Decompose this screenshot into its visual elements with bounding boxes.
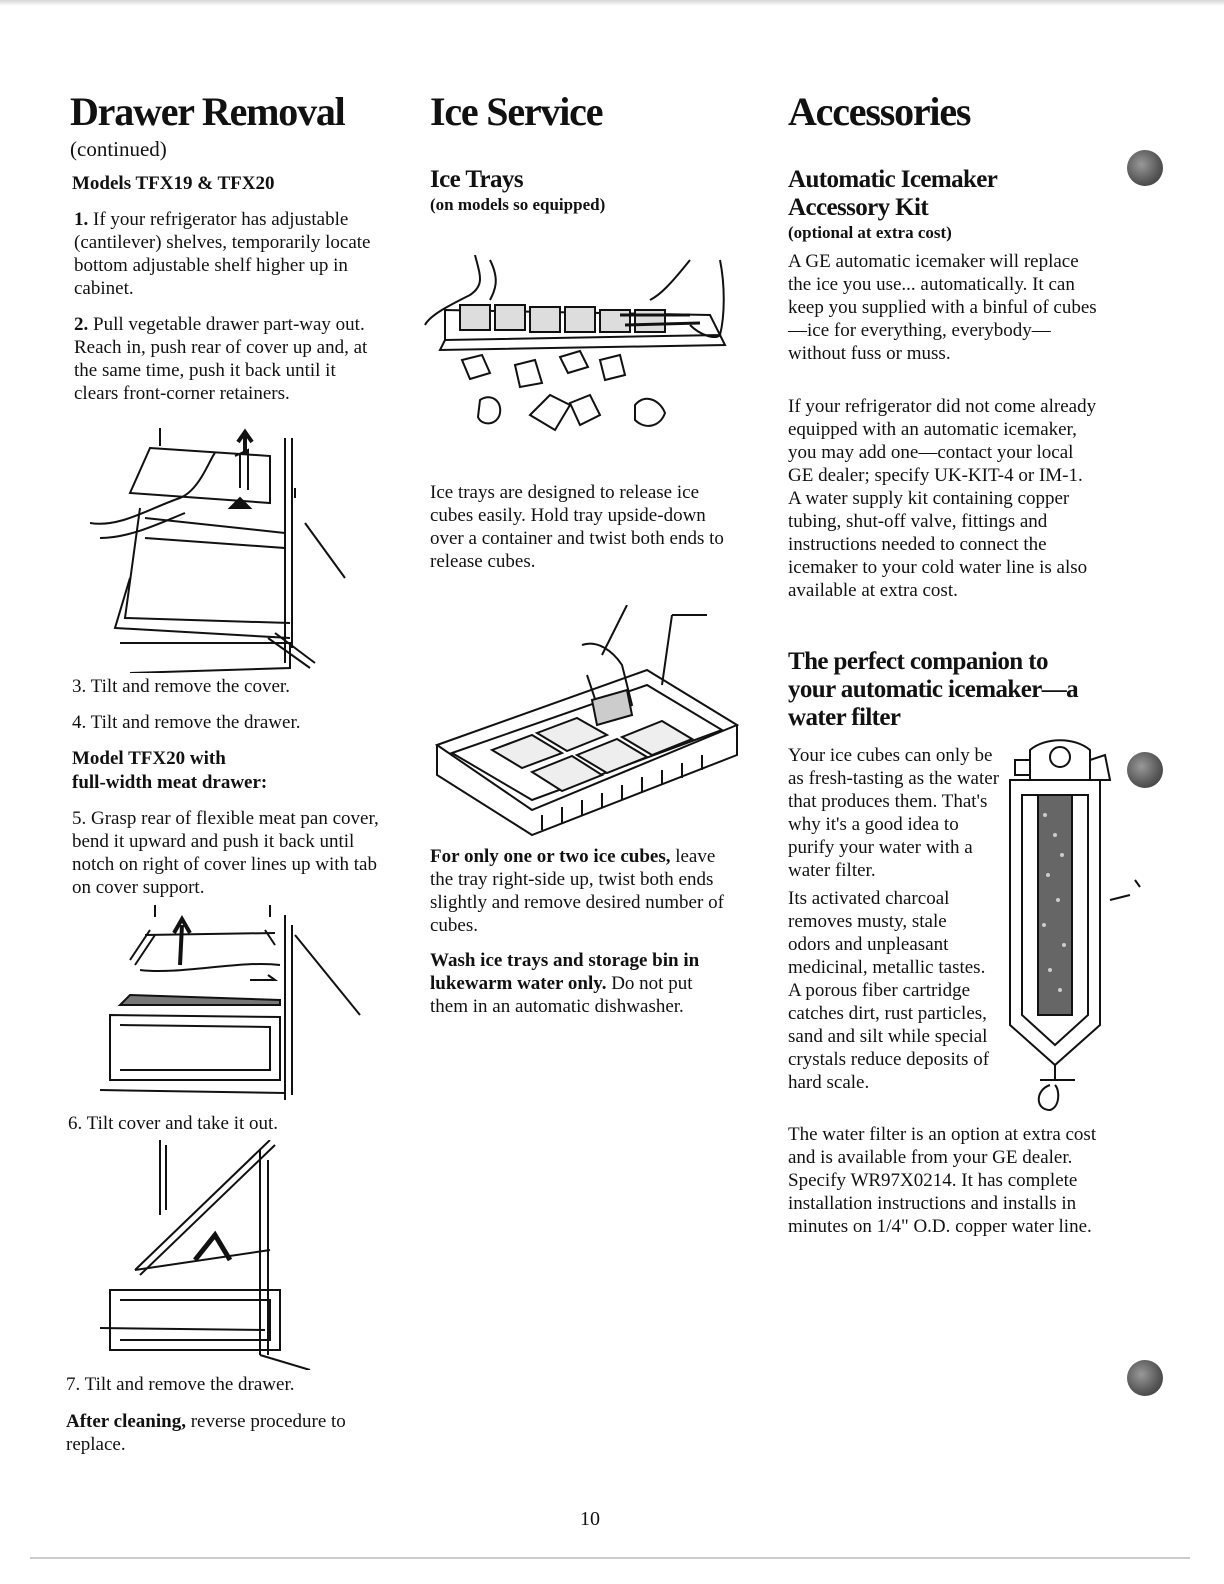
accessories-title: Accessories bbox=[788, 89, 971, 134]
ice-tray-upright-illustration bbox=[422, 605, 747, 840]
step-7: 7. Tilt and remove the drawer. bbox=[66, 1374, 295, 1395]
ice-trays-heading: Ice Trays bbox=[430, 166, 523, 193]
scan-artifact-top bbox=[0, 0, 1224, 6]
ice-trays-para-3: Wash ice trays and storage bin in lukewarm water only. Do not put them in an automatic dishwasher. bbox=[430, 950, 700, 1017]
binder-hole-top bbox=[1127, 150, 1163, 186]
step-2: 2. Pull vegetable drawer part-way out. Reach in, push rear of cover up and, at the same time, push it back until it clears front-corner retainers. bbox=[74, 314, 368, 404]
icemaker-kit-heading: Automatic Icemaker Accessory Kit bbox=[788, 166, 997, 221]
water-filter-para-1: Your ice cubes can only be as fresh-tasting as the water that produces them. That's why it's a good idea to purify your water with a water filter. bbox=[788, 745, 1000, 881]
scan-artifact-bottom bbox=[30, 1557, 1190, 1559]
ice-trays-para-2: For only one or two ice cubes, leave the tray right-side up, twist both ends slightly and remove desired number of cubes. bbox=[430, 846, 724, 936]
meat-pan-cover-illustration bbox=[100, 905, 365, 1105]
after-cleaning-text: After cleaning, reverse procedure to replace. bbox=[66, 1411, 346, 1455]
binder-hole-bottom bbox=[1127, 1360, 1163, 1396]
water-filter-heading: The perfect companion to your automatic icemaker—a water filter bbox=[788, 648, 1079, 731]
step-5: 5. Grasp rear of flexible meat pan cover, bend it upward and push it back until notch on right of cover lines up with tab on cover support. bbox=[72, 808, 379, 898]
drawer-removal-title: Drawer Removal bbox=[70, 89, 345, 134]
models-heading: Models TFX19 & TFX20 bbox=[72, 173, 275, 194]
col1-header bbox=[70, 88, 400, 162]
step-1: 1. If your refrigerator has adjustable (cantilever) shelves, temporarily locate bottom adjustable shelf higher up in cabinet. bbox=[74, 209, 371, 299]
ice-tray-twist-illustration bbox=[420, 255, 735, 455]
step-4: 4. Tilt and remove the drawer. bbox=[72, 712, 301, 733]
icemaker-kit-sub: (optional at extra cost) bbox=[788, 223, 952, 242]
icemaker-para-1: A GE automatic icemaker will replace the ice you use... automatically. It can keep you supplied with a binful of cubes—ice for everything, everybody—without fuss or muss. bbox=[788, 251, 1097, 364]
step-6: 6. Tilt cover and take it out. bbox=[68, 1113, 279, 1134]
ice-trays-sub: (on models so equipped) bbox=[430, 195, 606, 214]
model-tfx20-heading: Model TFX20 with full-width meat drawer: bbox=[72, 748, 268, 793]
ice-service-title: Ice Service bbox=[430, 89, 603, 134]
water-filter-para-3: The water filter is an option at extra cost and is available from your GE dealer. Specify WR97X0214. It has complete installation instructions and installs in minutes on 1/4" O.D. copper water line. bbox=[788, 1124, 1097, 1237]
step-3: 3. Tilt and remove the cover. bbox=[72, 676, 290, 697]
icemaker-para-2: If your refrigerator did not come already equipped with an automatic icemaker, you may add one—contact your local GE dealer; specify UK-KIT-4 or IM-1. A water supply kit containing copper tubing, shut-off valve, fittings and instructions needed to connect the icemaker to your cold water line is also available at extra cost. bbox=[788, 396, 1097, 601]
drawer-cover-illustration bbox=[90, 428, 350, 673]
continued-label: (continued) bbox=[70, 137, 167, 161]
ice-trays-para-1: Ice trays are designed to release ice cubes easily. Hold tray upside-down over a container and twist both ends to release cubes. bbox=[430, 482, 724, 572]
water-filter-illustration bbox=[1000, 735, 1150, 1115]
page-number: 10 bbox=[580, 1508, 600, 1530]
tilt-cover-illustration bbox=[100, 1140, 320, 1370]
water-filter-para-2: Its activated charcoal removes musty, stale odors and unpleasant medicinal, metallic tastes. A porous fiber cartridge catches dirt, rust particles, sand and silt while special crystals reduce deposits of hard scale. bbox=[788, 888, 990, 1093]
